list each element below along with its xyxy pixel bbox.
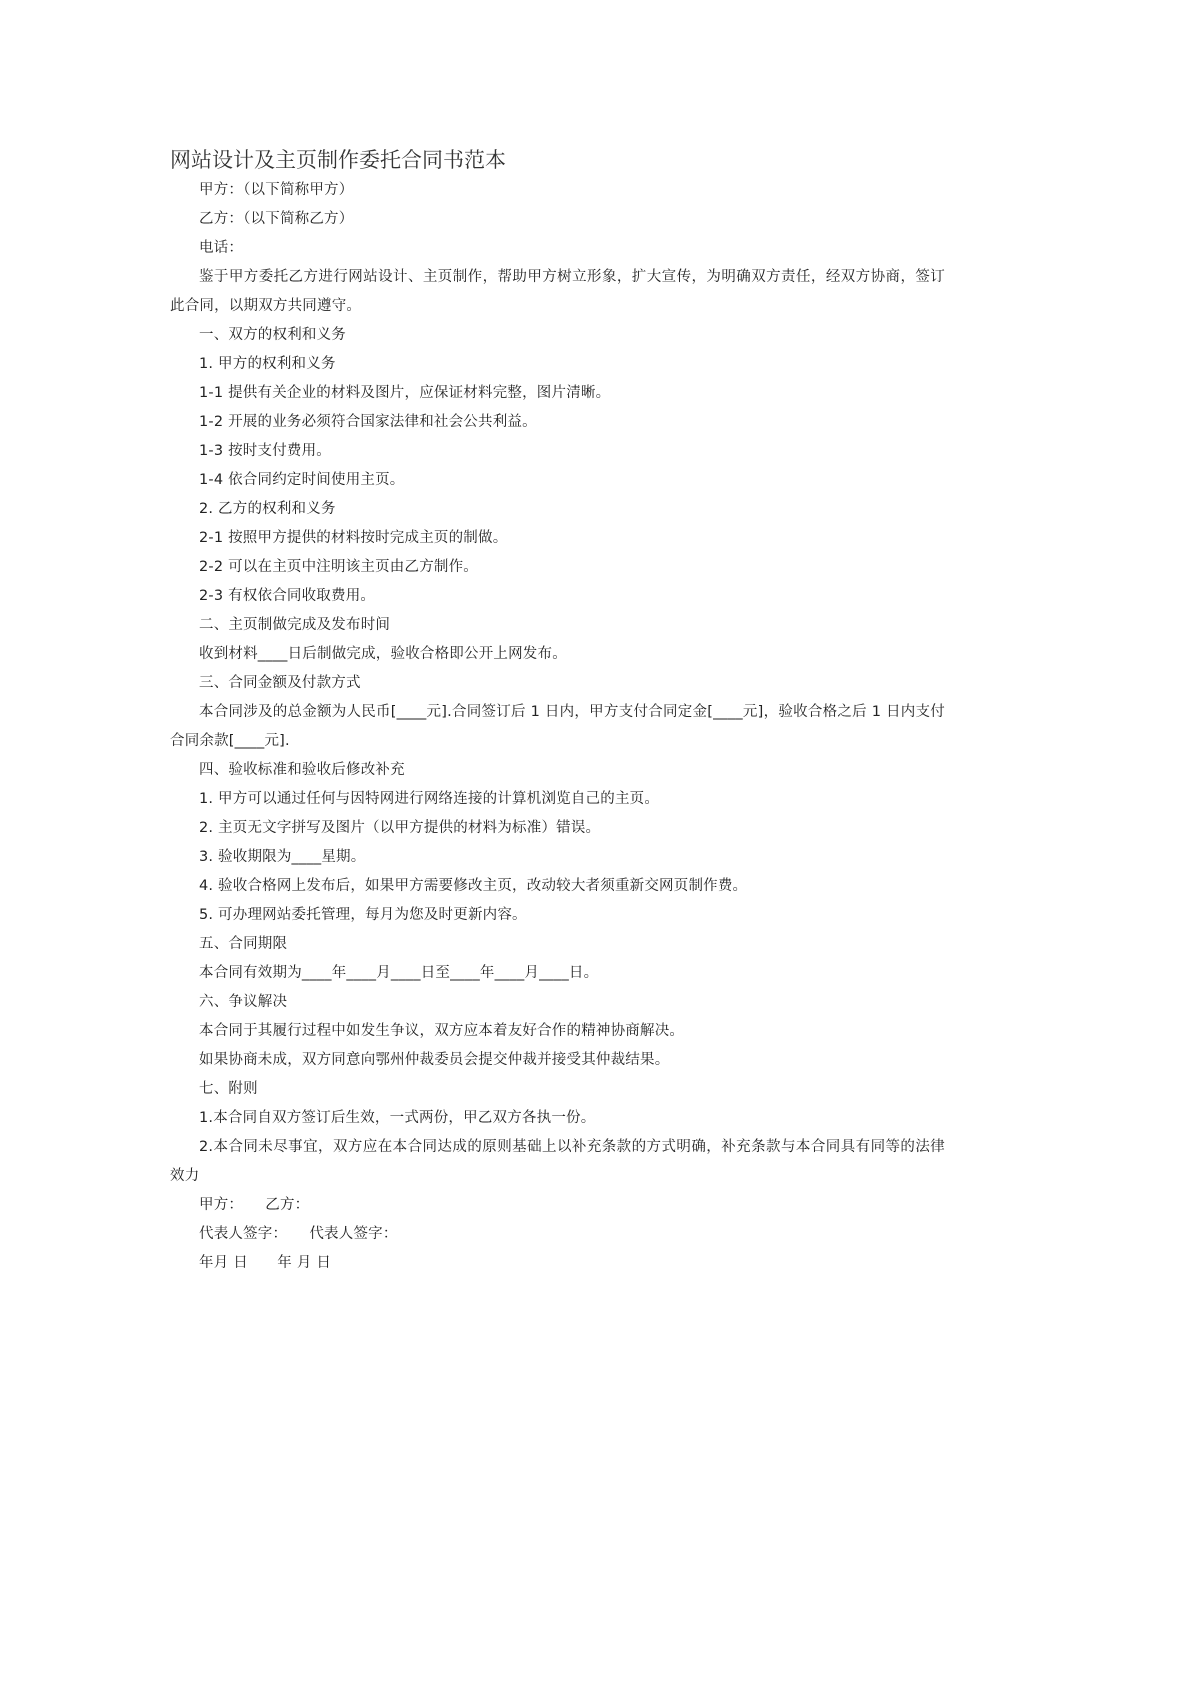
paragraph: 2-1 按照甲方提供的材料按时完成主页的制做。: [199, 530, 508, 546]
paragraph: 本合同于其履行过程中如发生争议，双方应本着友好合作的精神协商解决。: [199, 1023, 685, 1039]
paragraph: 4. 验收合格网上发布后，如果甲方需要修改主页，改动较大者须重新交网页制作费。: [199, 878, 748, 894]
document-page: [170, 145, 945, 1278]
paragraph: 七、附则: [199, 1081, 258, 1097]
document-body: [170, 176, 945, 1278]
paragraph: 年月 日 年 月 日: [199, 1255, 332, 1271]
paragraph: 2-2 可以在主页中注明该主页由乙方制作。: [199, 559, 478, 575]
paragraph: 本合同涉及的总金额为人民币[____元].合同签订后 1 日内，甲方支付合同定金[____元]，验收合格之后 1 日内支付合同余款[____元].: [170, 704, 945, 749]
paragraph: 1. 甲方可以通过任何与因特网进行网络连接的计算机浏览自己的主页。: [199, 791, 660, 807]
paragraph: 六、争议解决: [199, 994, 288, 1010]
paragraph: 收到材料____日后制做完成，验收合格即公开上网发布。: [199, 646, 567, 662]
paragraph: 1. 甲方的权利和义务: [199, 356, 336, 372]
paragraph: 二、主页制做完成及发布时间: [199, 617, 391, 633]
paragraph: 1-4 依合同约定时间使用主页。: [199, 472, 405, 488]
paragraph: 2. 主页无文字拼写及图片（以甲方提供的材料为标准）错误。: [199, 820, 601, 836]
paragraph: 如果协商未成，双方同意向鄂州仲裁委员会提交仲裁并接受其仲裁结果。: [199, 1052, 670, 1068]
paragraph: 一、双方的权利和义务: [199, 327, 346, 343]
paragraph: 1-1 提供有关企业的材料及图片，应保证材料完整，图片清晰。: [199, 385, 611, 401]
paragraph: 鉴于甲方委托乙方进行网站设计、主页制作，帮助甲方树立形象，扩大宣传，为明确双方责任，经双方协商，签订此合同，以期双方共同遵守。: [170, 269, 945, 314]
paragraph: 2. 乙方的权利和义务: [199, 501, 336, 517]
paragraph: 3. 验收期限为____星期。: [199, 849, 366, 865]
document-title: 网站设计及主页制作委托合同书范本: [170, 148, 506, 172]
paragraph: 1-2 开展的业务必须符合国家法律和社会公共利益。: [199, 414, 537, 430]
paragraph: 5. 可办理网站委托管理，每月为您及时更新内容。: [199, 907, 527, 923]
paragraph: 2.本合同未尽事宜，双方应在本合同达成的原则基础上以补充条款的方式明确，补充条款与本合同具有同等的法律效力: [170, 1139, 945, 1184]
paragraph: 甲方：（以下简称甲方）: [199, 182, 354, 198]
paragraph: 2-3 有权依合同收取费用。: [199, 588, 376, 604]
paragraph: 本合同有效期为____年____月____日至____年____月____日。: [199, 965, 599, 981]
paragraph: 电话：: [199, 240, 244, 256]
paragraph: 1-3 按时支付费用。: [199, 443, 331, 459]
paragraph: 甲方： 乙方：: [199, 1197, 310, 1213]
paragraph: 四、验收标准和验收后修改补充: [199, 762, 405, 778]
paragraph: 代表人签字： 代表人签字：: [199, 1226, 398, 1242]
paragraph: 五、合同期限: [199, 936, 288, 952]
paragraph: 三、合同金额及付款方式: [199, 675, 361, 691]
paragraph: 乙方：（以下简称乙方）: [199, 211, 354, 227]
paragraph: 1.本合同自双方签订后生效，一式两份，甲乙双方各执一份。: [199, 1110, 596, 1126]
